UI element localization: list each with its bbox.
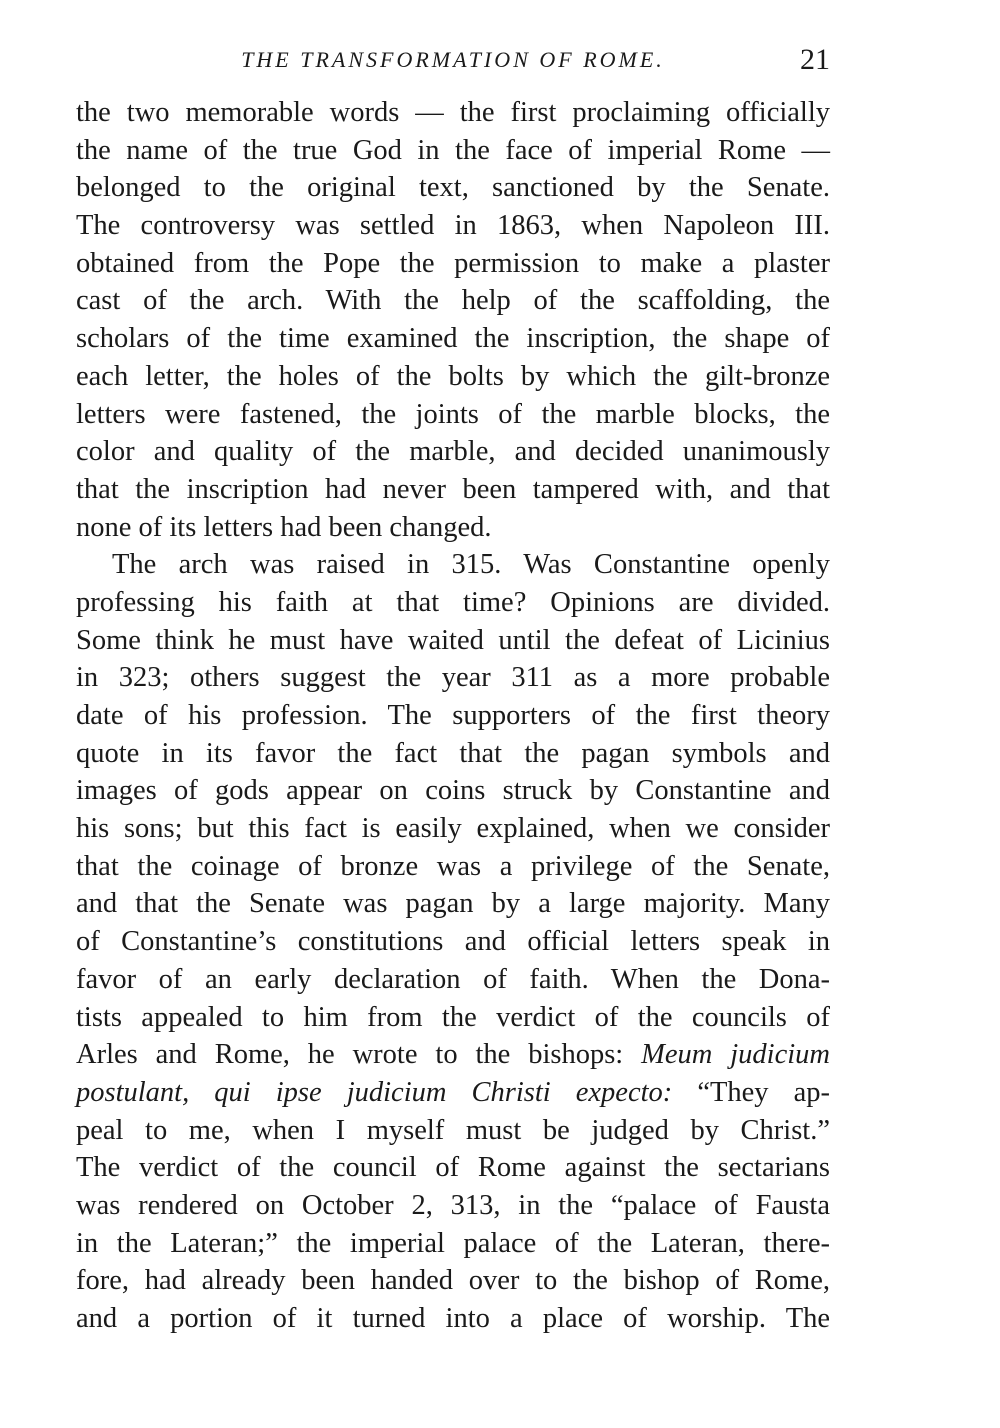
text-line: in 323; others suggest the year 311 as a more probable	[76, 662, 830, 694]
text-line: each letter, the holes of the bolts by which the gilt-bronze	[76, 360, 830, 392]
text-line: The arch was raised in 315. Was Constantine openly	[112, 549, 830, 581]
text-line: obtained from the Pope the permission to make a plaster	[76, 247, 830, 279]
text-line-mixed	[76, 1074, 830, 1112]
text-line: his sons; but this fact is easily explained, when we consider	[76, 813, 830, 845]
text-line: that the coinage of bronze was a privilege of the Senate,	[76, 850, 830, 882]
text-roman: “They ap-	[697, 1076, 830, 1108]
text-line: quote in its favor the fact that the pagan symbols and	[76, 737, 830, 769]
text-line: tists appealed to him from the verdict of the councils of	[76, 1001, 830, 1033]
text-line-mixed	[76, 1036, 830, 1074]
page-number: 21	[800, 43, 830, 76]
text-line: peal to me, when I myself must be judged by Christ.”	[76, 1114, 830, 1146]
text-line: and a portion of it turned into a place of worship. The	[76, 1303, 830, 1334]
body-text	[76, 94, 830, 1338]
text-line: that the inscription had never been tampered with, and that	[76, 473, 830, 505]
text-line: none of its letters had been changed.	[76, 511, 492, 543]
text-roman: Arles and Rome, he wrote to the bishops:	[76, 1039, 642, 1071]
text-line: favor of an early declaration of faith. When the Dona-	[76, 963, 830, 995]
text-line: scholars of the time examined the inscription, the shape of	[76, 323, 830, 355]
text-line: fore, had already been handed over to the bishop of Rome,	[76, 1265, 830, 1297]
text-line: the two memorable words — the first proclaiming officially	[76, 97, 830, 128]
text-line: the name of the true God in the face of imperial Rome —	[76, 134, 830, 166]
text-line: The controversy was settled in 1863, when Napoleon III.	[76, 210, 830, 242]
text-line: professing his faith at that time? Opinions are divided.	[76, 586, 830, 618]
text-line: date of his profession. The supporters of the first theory	[76, 700, 830, 731]
text-line: The verdict of the council of Rome against the sectarians	[76, 1152, 830, 1184]
latin-quote: postulant, qui ipse judicium Christi expecto:	[76, 1076, 698, 1108]
text-line: belonged to the original text, sanctioned by the Senate.	[76, 172, 830, 204]
text-line: and that the Senate was pagan by a large majority. Many	[76, 888, 830, 920]
text-line: Some think he must have waited until the defeat of Licinius	[76, 624, 830, 656]
running-title: THE TRANSFORMATION OF ROME.	[241, 47, 665, 72]
text-line: in the Lateran;” the imperial palace of the Lateran, there-	[76, 1227, 830, 1259]
text-line: was rendered on October 2, 313, in the “palace of Fausta	[76, 1189, 830, 1221]
text-line: of Constantine’s constitutions and official letters speak in	[76, 926, 830, 958]
text-line: images of gods appear on coins struck by Constantine and	[76, 775, 830, 807]
text-line: letters were fastened, the joints of the marble blocks, the	[76, 398, 830, 430]
text-line: color and quality of the marble, and decided unanimously	[76, 436, 830, 468]
latin-quote: Meum judicium	[641, 1039, 830, 1071]
text-line: cast of the arch. With the help of the scaffolding, the	[76, 285, 830, 317]
